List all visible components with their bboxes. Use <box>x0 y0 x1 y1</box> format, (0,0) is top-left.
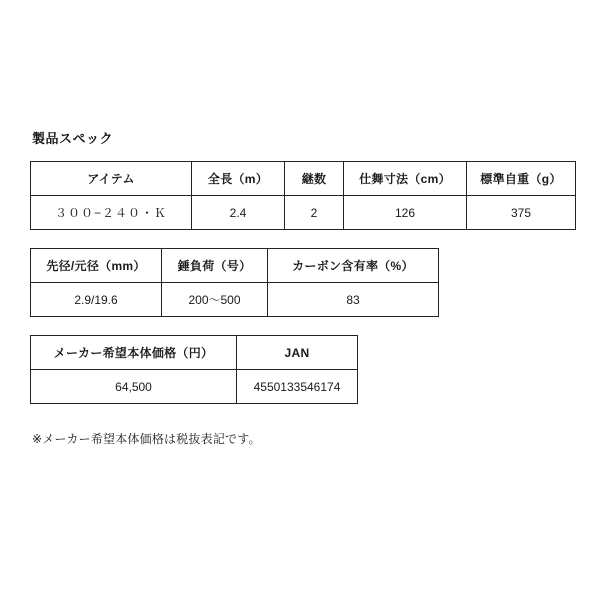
column-header-sections: 継数 <box>285 162 344 196</box>
cell-sections: 2 <box>285 196 344 230</box>
page-title: 製品スペック <box>32 131 114 146</box>
cell-carbon-content: 83 <box>268 283 439 317</box>
cell-item-code: ３００−２４０・Ｋ <box>31 196 192 230</box>
main-spec-table <box>30 161 576 230</box>
column-header-weight: 標準自重（g） <box>467 162 576 196</box>
column-header-jan: JAN <box>237 336 358 370</box>
price-table <box>30 335 358 404</box>
column-header-closed-length: 仕舞寸法（cm） <box>344 162 467 196</box>
cell-jan: 4550133546174 <box>237 370 358 404</box>
table-header-row <box>31 249 439 283</box>
cell-length: 2.4 <box>192 196 285 230</box>
cell-closed-length: 126 <box>344 196 467 230</box>
table-row <box>31 283 439 317</box>
cell-price: 64,500 <box>31 370 237 404</box>
price-note: ※メーカー希望本体価格は税抜表記です。 <box>32 432 261 446</box>
secondary-spec-table <box>30 248 439 317</box>
table-header-row <box>31 162 576 196</box>
column-header-carbon-content: カーボン含有率（%） <box>268 249 439 283</box>
column-header-diameter: 先径/元径（mm） <box>31 249 162 283</box>
column-header-length: 全長（m） <box>192 162 285 196</box>
cell-weight: 375 <box>467 196 576 230</box>
table-row <box>31 196 576 230</box>
cell-sinker-load: 200〜500 <box>162 283 268 317</box>
column-header-sinker-load: 錘負荷（号） <box>162 249 268 283</box>
table-row <box>31 370 358 404</box>
column-header-price: メーカー希望本体価格（円） <box>31 336 237 370</box>
table-header-row <box>31 336 358 370</box>
column-header-item: アイテム <box>31 162 192 196</box>
cell-diameter: 2.9/19.6 <box>31 283 162 317</box>
